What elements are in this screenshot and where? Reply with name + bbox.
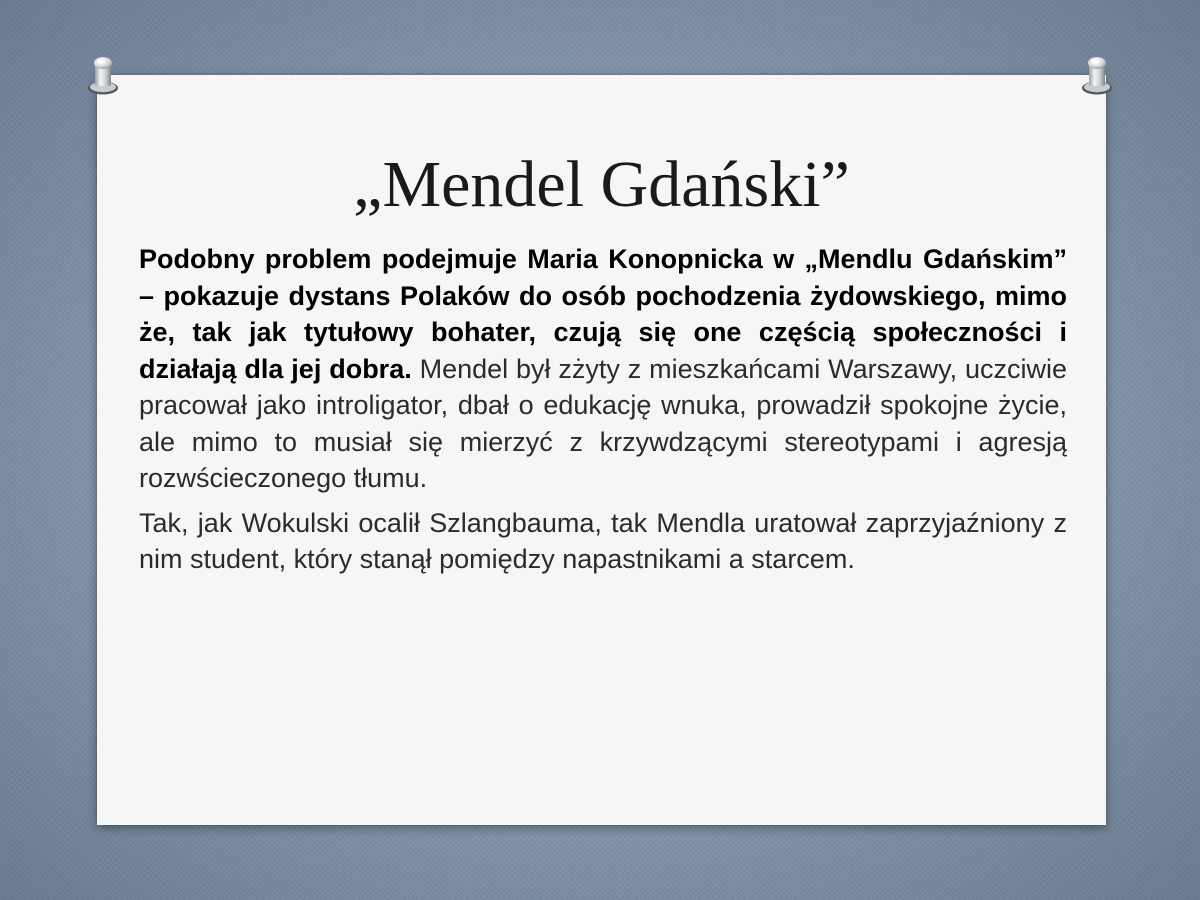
paragraph-1-bold: Podobny problem podejmuje Maria Konopnicka w „Mendlu Gdańskim” – pokazuje dystans Polaków do osób pochodzenia żydowskiego, mimo że, tak jak tytułowy bohater, czują się one częścią społeczności i działają dla jej dobra.	[139, 244, 1067, 384]
paragraph-1	[139, 241, 1067, 497]
paragraph-1-normal: Mendel był zżyty z mieszkańcami Warszawy, uczciwie pracował jako introligator, dbał o edukację wnuka, prowadził spokojne życie, ale mimo to musiał się mierzyć z krzywdzącymi stereotypami i agresją rozwścieczonego tłumu.	[139, 353, 1067, 493]
push-pin-icon	[86, 52, 120, 96]
slide-card	[97, 75, 1106, 825]
slide-title: „Mendel Gdański”	[353, 148, 850, 221]
paragraph-2: Tak, jak Wokulski ocalił Szlangbauma, tak Mendla uratował zaprzyjaźniony z nim student, który stanął pomiędzy napastnikami a starcem.	[139, 507, 1067, 574]
push-pin-icon	[1080, 52, 1114, 96]
slide-body	[139, 241, 1067, 586]
